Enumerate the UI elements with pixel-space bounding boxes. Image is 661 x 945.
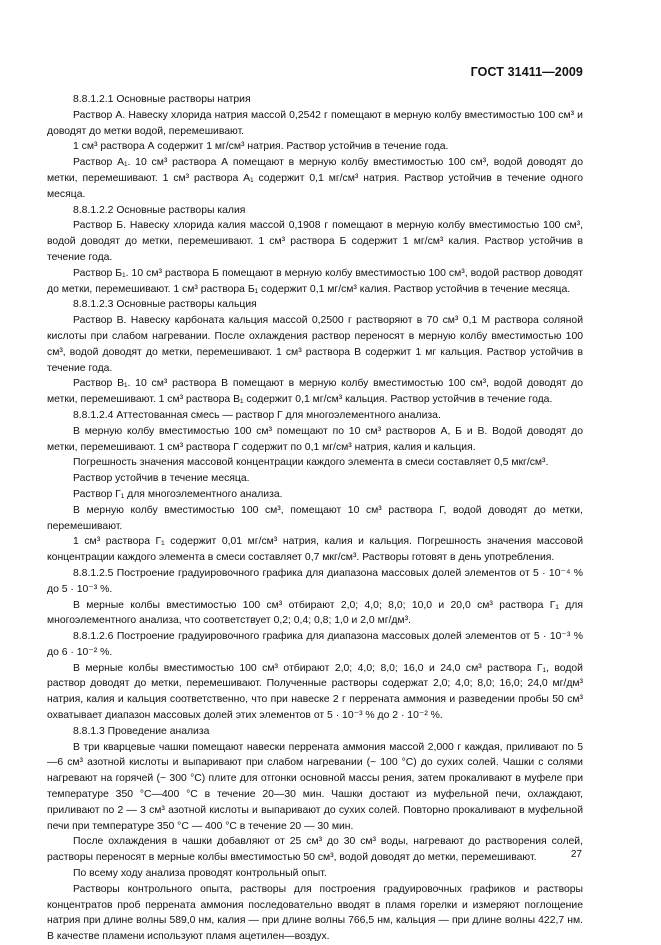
section-heading-sodium: 8.8.1.2.1 Основные растворы натрия <box>73 94 251 105</box>
paragraph: Раствор Б₁. 10 см³ раствора Б помещают в мерную колбу вместимостью 100 см³, водой раствор доводят до метки, перемешивают. 1 см³ раствора Б₁ содержит 0,1 мг/см³ калия. Раствор устойчив в течение месяца. <box>47 267 583 295</box>
paragraph: Раствор Г₁ для многоэлементного анализа. <box>73 488 283 500</box>
paragraph: Погрешность значения массовой концентрации каждого элемента в смеси составляет 0,5 мкг/см³. <box>73 457 549 469</box>
paragraph: Раствор В₁. 10 см³ раствора В помещают в мерную колбу вместимостью 100 см³, водой доводят до метки, перемешивают. 1 см³ раствора В₁ содержит 0,1 мг/см³ кальция. Раствор устойчив в течение года. <box>47 378 583 406</box>
paragraph: 1 см³ раствора А содержит 1 мг/см³ натрия. Раствор устойчив в течение года. <box>73 141 449 153</box>
document-header: ГОСТ 31411—2009 <box>470 65 583 79</box>
paragraph: Раствор В. Навеску карбоната кальция массой 0,2500 г растворяют в 70 см³ 0,1 М раствора соляной кислоты при слабом нагревании. После охлаждения раствор переносят в мерную колбу вместимостью 100 см³, водой доводят до метки, перемешивают. 1 см³ раствора В содержит 1 мг кальция. Раствор устойчив в течение года. <box>47 315 583 374</box>
section-heading-calibration-1: 8.8.1.2.5 Построение градуировочного графика для диапазона массовых долей элементов от 5 · 10⁻⁴ % до 5 · 10⁻³ %. <box>47 567 583 595</box>
section-heading-mixture: 8.8.1.2.4 Аттестованная смесь — раствор Г для многоэлементного анализа. <box>73 409 441 421</box>
paragraph: В мерные колбы вместимостью 100 см³ отбирают 2,0; 4,0; 8,0; 16,0 и 24,0 см³ раствора Г₁, водой раствор доводят до метки, перемешивают. Полученные растворы содержат 2,0; 4,0; 8,0; 16,0; 24,0 мг/дм³ натрия, калия и кальция соответственно, что при навеске 2 г перрената аммония и разведении пробы 50 см³ охватывает диапазон массовых долей этих элементов от 5 · 10⁻³ % до 2 · 10⁻² %. <box>47 662 583 722</box>
paragraph: Растворы контрольного опыта, растворы для построения градуировочных графиков и растворы концентратов проб перрената аммония последовательно вводят в пламя горелки и измеряют поглощение натрия при длине волны 589,0 нм, калия — при длине волны 766,5 нм, кальция — при длине волны 422,7 нм. В качестве пламени используют пламя ацетилен—воздух. <box>47 883 583 943</box>
document-body <box>47 92 583 945</box>
paragraph: 1 см³ раствора Г₁ содержит 0,01 мг/см³ натрия, калия и кальция. Погрешность значения массовой концентрации каждого элемента в смеси составляет 0,7 мкг/см³. Растворы готовят в день употребления. <box>47 536 583 564</box>
section-heading-calibration-2: 8.8.1.2.6 Построение градуировочного графика для диапазона массовых долей элементов от 5 · 10⁻³ % до 6 · 10⁻² %. <box>47 631 583 658</box>
paragraph: После охлаждения в чашки добавляют от 25 см³ до 30 см³ воды, нагревают до растворения солей, растворы переносят в мерные колбы вместимостью 50 см³, водой доводят до метки, перемешивают. <box>47 836 583 864</box>
paragraph: Раствор А. Навеску хлорида натрия массой 0,2542 г помещают в мерную колбу вместимостью 100 см³ и доводят до метки водой, перемешивают. <box>47 109 583 137</box>
page-number: 27 <box>570 849 582 860</box>
section-heading-potassium: 8.8.1.2.2 Основные растворы калия <box>73 204 246 216</box>
paragraph: По всему ходу анализа проводят контрольный опыт. <box>73 868 327 880</box>
paragraph: В мерные колбы вместимостью 100 см³ отбирают 2,0; 4,0; 8,0; 10,0 и 20,0 см³ раствора Г₁ для многоэлементного анализа, что соответствует 0,2; 0,4; 0,8; 1,0 и 2,0 мг/дм³. <box>47 599 583 627</box>
paragraph: Раствор устойчив в течение месяца. <box>73 473 250 485</box>
section-heading-analysis: 8.8.1.3 Проведение анализа <box>73 725 210 737</box>
paragraph: В три кварцевые чашки помещают навески перрената аммония массой 2,000 г каждая, приливают по 5—6 см³ азотной кислоты и выпаривают при слабом нагревании (~ 100 °С) до сухих солей. Чашки с солями нагревают на горячей (~ 300 °С) плите для отгонки основной массы рения, затем прокаливают в муфеле при температуре 350 °С—400 °С в течение 20—30 мин. Чашки достают из муфельной печи, охлаждают, приливают по 2 — 3 см³ азотной кислоты и выпаривают до сухих солей. Повторно прокаливают в муфельной печи при температуре 350 °С — 400 °С в течение 20 — 30 мин. <box>47 741 583 832</box>
paragraph: В мерную колбу вместимостью 100 см³, помещают 10 см³ раствора Г, водой доводят до метки, перемешивают. <box>47 504 583 532</box>
section-heading-calcium: 8.8.1.2.3 Основные растворы кальция <box>73 299 257 311</box>
paragraph: В мерную колбу вместимостью 100 см³ помещают по 10 см³ растворов А, Б и В. Водой доводят до метки, перемешивают. 1 см³ раствора Г содержит по 0,1 мг/см³ натрия, калия и кальция. <box>47 425 583 453</box>
paragraph: Раствор Б. Навеску хлорида калия массой 0,1908 г помещают в мерную колбу вместимостью 100 см³, водой доводят до метки, перемешивают. 1 см³ раствора Б содержит 1 мг/см³ калия. Раствор устойчив в течение года. <box>47 220 583 263</box>
paragraph: Раствор А₁. 10 см³ раствора А помещают в мерную колбу вместимостью 100 см³, водой доводят до метки, перемешивают. 1 см³ раствора А₁ содержит 0,1 мг/см³ натрия. Раствор устойчив в течение одного месяца. <box>47 157 583 200</box>
